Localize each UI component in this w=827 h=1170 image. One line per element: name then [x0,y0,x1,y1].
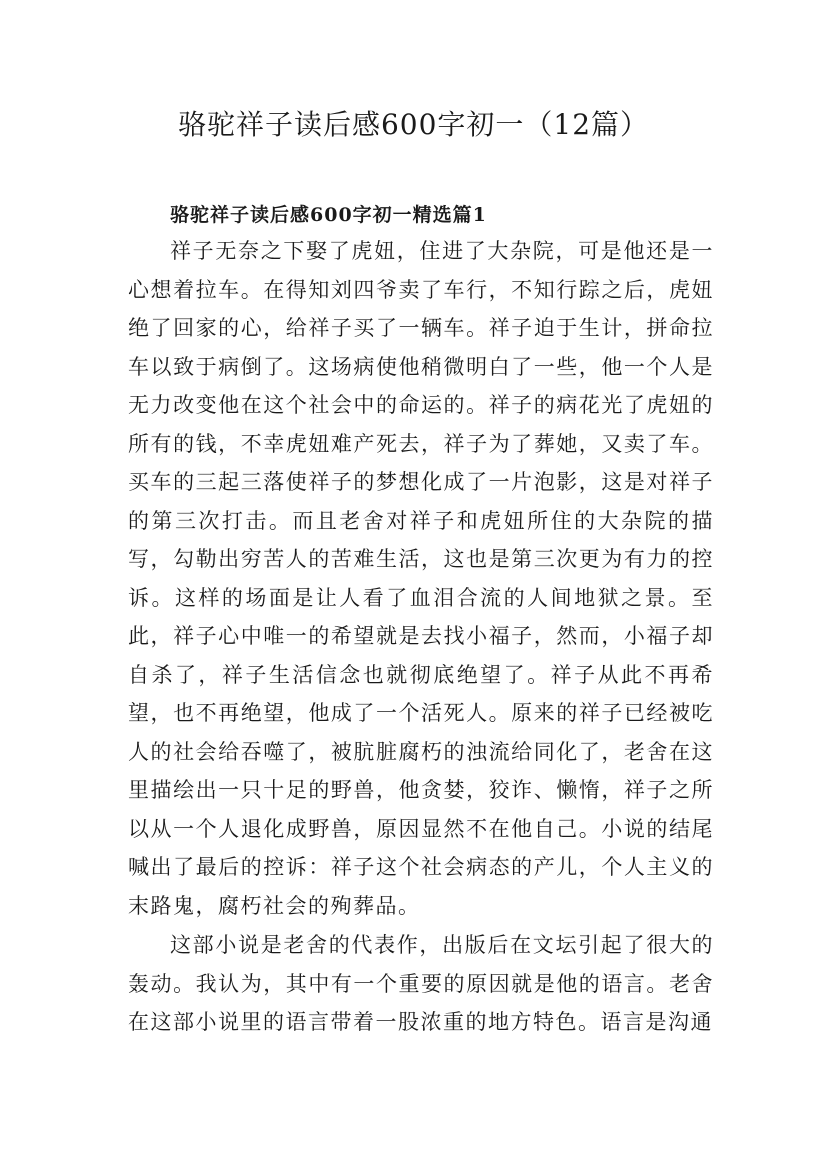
paragraph-2: 这部小说是老舍的代表作，出版后在文坛引起了很大的轰动。我认为，其中有一个重要的原因就是他的语言。老舍在这部小说里的语言带着一股浓重的地方特色。语言是沟通 [128,933,714,1034]
section-heading: 骆驼祥子读后感600字初一精选篇1 [170,204,487,226]
document-title: 骆驼祥子读后感600字初一（12篇） [177,108,650,141]
body-text [128,232,714,1042]
paragraph-1: 祥子无奈之下娶了虎妞，住进了大杂院，可是他还是一心想着拉车。在得知刘四爷卖了车行，不知行踪之后，虎妞绝了回家的心，给祥子买了一辆车。祥子迫于生计，拼命拉车以致于病倒了。这场病使他稍微明白了一些，他一个人是无力改变他在这个社会中的命运的。祥子的病花光了虎妞的所有的钱，不幸虎妞难产死去，祥子为了葬她，又卖了车。买车的三起三落使祥子的梦想化成了一片泡影，这是对祥子的第三次打击。而且老舍对祥子和虎妞所住的大杂院的描写，勾勒出穷苦人的苦难生活，这也是第三次更为有力的控诉。这样的场面是让人看了血泪合流的人间地狱之景。至此，祥子心中唯一的希望就是去找小福子，然而，小福子却自杀了，祥子生活信念也就彻底绝望了。祥子从此不再希望，也不再绝望，他成了一个活死人。原来的祥子已经被吃人的社会给吞噬了，被肮脏腐朽的浊流给同化了，老舍在这里描绘出一只十足的野兽，他贪婪，狡诈、懒惰，祥子之所以从一个人退化成野兽，原因显然不在他自己。小说的结尾喊出了最后的控诉：祥子这个社会病态的产儿，个人主义的末路鬼，腐朽社会的殉葬品。 [128,239,714,918]
